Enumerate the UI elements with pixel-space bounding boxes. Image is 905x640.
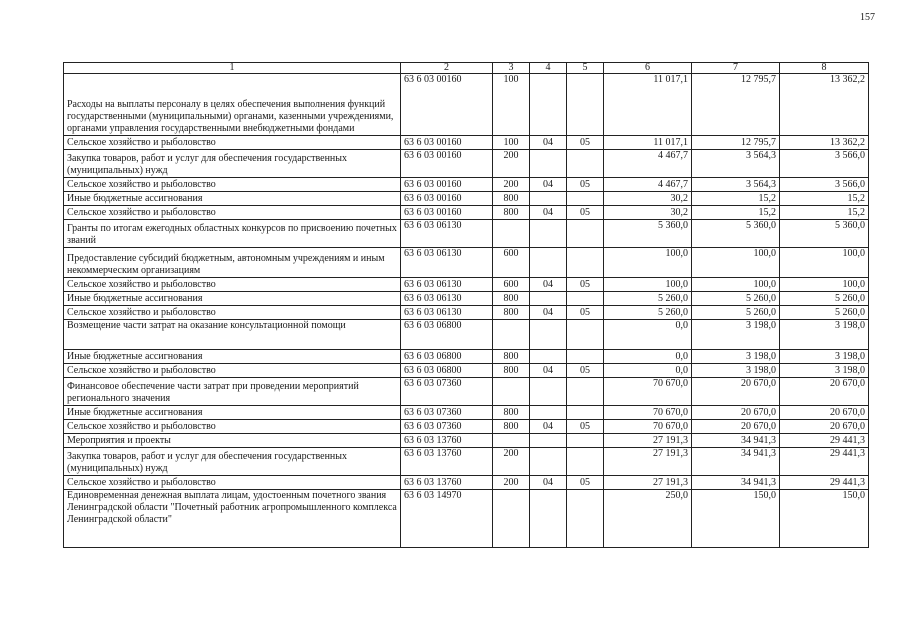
row-value-8: 3 566,0 <box>780 150 869 178</box>
row-code: 63 6 03 06130 <box>401 278 493 292</box>
row-code: 63 6 03 00160 <box>401 178 493 192</box>
row-value-7: 20 670,0 <box>692 406 780 420</box>
table-row <box>64 364 869 378</box>
table-row <box>64 448 869 476</box>
row-value-7: 100,0 <box>692 248 780 278</box>
row-name: Сельское хозяйство и рыболовство <box>64 364 401 378</box>
row-col5: 05 <box>567 420 604 434</box>
row-name: Возмещение части затрат на оказание консультационной помощи <box>64 320 401 350</box>
row-code: 63 6 03 06800 <box>401 320 493 350</box>
row-value-8: 13 362,2 <box>780 136 869 150</box>
row-col5 <box>567 150 604 178</box>
header-row <box>64 63 869 74</box>
row-col3: 200 <box>493 476 530 490</box>
row-col5: 05 <box>567 306 604 320</box>
row-col4: 04 <box>530 306 567 320</box>
row-value-8: 5 360,0 <box>780 220 869 248</box>
row-value-6: 0,0 <box>604 350 692 364</box>
row-value-6: 11 017,1 <box>604 136 692 150</box>
row-col4 <box>530 350 567 364</box>
row-value-8: 29 441,3 <box>780 434 869 448</box>
row-name: Сельское хозяйство и рыболовство <box>64 178 401 192</box>
row-col4 <box>530 490 567 548</box>
row-value-6: 27 191,3 <box>604 476 692 490</box>
row-value-8: 13 362,2 <box>780 74 869 136</box>
row-col3: 800 <box>493 420 530 434</box>
row-col5 <box>567 192 604 206</box>
table-row <box>64 476 869 490</box>
row-value-7: 34 941,3 <box>692 434 780 448</box>
row-value-7: 12 795,7 <box>692 74 780 136</box>
row-col5 <box>567 434 604 448</box>
table-row <box>64 206 869 220</box>
column-header: 4 <box>530 63 567 74</box>
row-value-6: 0,0 <box>604 320 692 350</box>
row-value-8: 29 441,3 <box>780 476 869 490</box>
row-value-8: 100,0 <box>780 248 869 278</box>
table-row <box>64 178 869 192</box>
row-value-7: 15,2 <box>692 192 780 206</box>
row-code: 63 6 03 06130 <box>401 248 493 278</box>
row-col3: 800 <box>493 292 530 306</box>
row-col4: 04 <box>530 476 567 490</box>
row-col5 <box>567 220 604 248</box>
row-value-7: 3 198,0 <box>692 350 780 364</box>
row-col3 <box>493 320 530 350</box>
row-code: 63 6 03 06130 <box>401 220 493 248</box>
row-value-7: 3 564,3 <box>692 178 780 192</box>
row-value-8: 20 670,0 <box>780 420 869 434</box>
row-col4 <box>530 248 567 278</box>
table-row <box>64 306 869 320</box>
row-name: Иные бюджетные ассигнования <box>64 406 401 420</box>
row-col4 <box>530 320 567 350</box>
table-row <box>64 350 869 364</box>
row-col3: 800 <box>493 406 530 420</box>
row-value-6: 70 670,0 <box>604 378 692 406</box>
row-value-8: 5 260,0 <box>780 306 869 320</box>
row-value-7: 12 795,7 <box>692 136 780 150</box>
row-name: Сельское хозяйство и рыболовство <box>64 420 401 434</box>
row-col4: 04 <box>530 136 567 150</box>
table-row <box>64 292 869 306</box>
column-header: 2 <box>401 63 493 74</box>
row-value-7: 3 198,0 <box>692 364 780 378</box>
row-col3: 200 <box>493 448 530 476</box>
row-col4 <box>530 406 567 420</box>
row-col3: 800 <box>493 350 530 364</box>
row-col5: 05 <box>567 364 604 378</box>
row-col4: 04 <box>530 420 567 434</box>
row-name: Закупка товаров, работ и услуг для обеспечения государственных (муниципальных) нужд <box>64 448 401 476</box>
row-value-6: 5 260,0 <box>604 292 692 306</box>
row-name: Иные бюджетные ассигнования <box>64 350 401 364</box>
row-col5 <box>567 292 604 306</box>
row-col3: 100 <box>493 136 530 150</box>
row-code: 63 6 03 00160 <box>401 74 493 136</box>
row-col3: 200 <box>493 150 530 178</box>
row-col3: 800 <box>493 192 530 206</box>
row-value-7: 15,2 <box>692 206 780 220</box>
row-value-7: 100,0 <box>692 278 780 292</box>
table-row <box>64 434 869 448</box>
column-header: 1 <box>64 63 401 74</box>
table-row <box>64 378 869 406</box>
row-code: 63 6 03 07360 <box>401 378 493 406</box>
row-value-6: 70 670,0 <box>604 406 692 420</box>
row-col5: 05 <box>567 178 604 192</box>
row-value-8: 100,0 <box>780 278 869 292</box>
row-code: 63 6 03 13760 <box>401 434 493 448</box>
table-row <box>64 136 869 150</box>
row-col3 <box>493 378 530 406</box>
table-row <box>64 406 869 420</box>
column-header: 5 <box>567 63 604 74</box>
row-col4 <box>530 434 567 448</box>
row-code: 63 6 03 00160 <box>401 136 493 150</box>
row-col4 <box>530 192 567 206</box>
table-row <box>64 320 869 350</box>
row-code: 63 6 03 13760 <box>401 448 493 476</box>
row-col3: 800 <box>493 206 530 220</box>
row-value-6: 4 467,7 <box>604 150 692 178</box>
row-code: 63 6 03 06130 <box>401 292 493 306</box>
row-code: 63 6 03 00160 <box>401 206 493 220</box>
row-col3: 800 <box>493 306 530 320</box>
row-value-7: 5 360,0 <box>692 220 780 248</box>
row-col5: 05 <box>567 206 604 220</box>
row-name: Расходы на выплаты персоналу в целях обеспечения выполнения функций государственными (муниципальными) органами, казенными учреждениями, органами управления государственными внебюджетными фондами <box>64 74 401 136</box>
row-value-8: 15,2 <box>780 206 869 220</box>
row-value-6: 11 017,1 <box>604 74 692 136</box>
row-col3 <box>493 434 530 448</box>
row-value-6: 0,0 <box>604 364 692 378</box>
row-code: 63 6 03 07360 <box>401 406 493 420</box>
row-value-7: 150,0 <box>692 490 780 548</box>
row-col4: 04 <box>530 178 567 192</box>
row-value-6: 100,0 <box>604 278 692 292</box>
row-col3 <box>493 490 530 548</box>
table-row <box>64 74 869 136</box>
column-header: 7 <box>692 63 780 74</box>
table-row <box>64 150 869 178</box>
row-col4: 04 <box>530 364 567 378</box>
row-col5: 05 <box>567 136 604 150</box>
row-value-8: 3 198,0 <box>780 320 869 350</box>
row-name: Предоставление субсидий бюджетным, автономным учреждениям и иным некоммерческим организациям <box>64 248 401 278</box>
row-col4 <box>530 74 567 136</box>
table-row <box>64 278 869 292</box>
column-header: 6 <box>604 63 692 74</box>
row-code: 63 6 03 00160 <box>401 150 493 178</box>
row-col3 <box>493 220 530 248</box>
table-row <box>64 490 869 548</box>
table-row <box>64 420 869 434</box>
row-col5 <box>567 248 604 278</box>
row-col4 <box>530 378 567 406</box>
row-name: Иные бюджетные ассигнования <box>64 292 401 306</box>
row-name: Единовременная денежная выплата лицам, удостоенным почетного звания Ленинградской области "Почетный работник агропромышленного комплекса Ленинградской области" <box>64 490 401 548</box>
row-name: Сельское хозяйство и рыболовство <box>64 278 401 292</box>
column-header: 3 <box>493 63 530 74</box>
row-col5 <box>567 378 604 406</box>
row-value-6: 27 191,3 <box>604 448 692 476</box>
row-value-8: 3 198,0 <box>780 364 869 378</box>
row-value-6: 100,0 <box>604 248 692 278</box>
row-value-6: 250,0 <box>604 490 692 548</box>
row-value-8: 20 670,0 <box>780 406 869 420</box>
row-col4: 04 <box>530 206 567 220</box>
row-name: Сельское хозяйство и рыболовство <box>64 136 401 150</box>
row-value-8: 5 260,0 <box>780 292 869 306</box>
table-row <box>64 192 869 206</box>
page-number: 157 <box>860 12 875 23</box>
row-code: 63 6 03 07360 <box>401 420 493 434</box>
row-value-7: 34 941,3 <box>692 476 780 490</box>
row-code: 63 6 03 14970 <box>401 490 493 548</box>
row-col4 <box>530 448 567 476</box>
row-col3: 100 <box>493 74 530 136</box>
row-value-7: 5 260,0 <box>692 306 780 320</box>
row-code: 63 6 03 13760 <box>401 476 493 490</box>
row-value-6: 30,2 <box>604 192 692 206</box>
row-col5: 05 <box>567 476 604 490</box>
row-value-6: 5 360,0 <box>604 220 692 248</box>
row-value-8: 3 566,0 <box>780 178 869 192</box>
row-name: Закупка товаров, работ и услуг для обеспечения государственных (муниципальных) нужд <box>64 150 401 178</box>
row-value-6: 27 191,3 <box>604 434 692 448</box>
row-col5 <box>567 490 604 548</box>
table-row <box>64 248 869 278</box>
row-col5: 05 <box>567 278 604 292</box>
row-value-7: 20 670,0 <box>692 420 780 434</box>
row-code: 63 6 03 06800 <box>401 350 493 364</box>
row-value-8: 15,2 <box>780 192 869 206</box>
row-value-7: 5 260,0 <box>692 292 780 306</box>
row-col5 <box>567 320 604 350</box>
row-value-6: 4 467,7 <box>604 178 692 192</box>
row-value-7: 20 670,0 <box>692 378 780 406</box>
row-col3: 200 <box>493 178 530 192</box>
row-name: Финансовое обеспечение части затрат при проведении мероприятий регионального значения <box>64 378 401 406</box>
row-col3: 800 <box>493 364 530 378</box>
row-col4 <box>530 220 567 248</box>
row-code: 63 6 03 06130 <box>401 306 493 320</box>
row-col4 <box>530 292 567 306</box>
row-name: Сельское хозяйство и рыболовство <box>64 306 401 320</box>
row-name: Иные бюджетные ассигнования <box>64 192 401 206</box>
row-col5 <box>567 406 604 420</box>
row-col3: 600 <box>493 248 530 278</box>
row-name: Сельское хозяйство и рыболовство <box>64 476 401 490</box>
row-name: Гранты по итогам ежегодных областных конкурсов по присвоению почетных званий <box>64 220 401 248</box>
row-col5 <box>567 74 604 136</box>
row-code: 63 6 03 00160 <box>401 192 493 206</box>
budget-table <box>63 62 869 548</box>
row-col3: 600 <box>493 278 530 292</box>
row-value-8: 20 670,0 <box>780 378 869 406</box>
row-col4: 04 <box>530 278 567 292</box>
row-value-8: 3 198,0 <box>780 350 869 364</box>
row-value-6: 30,2 <box>604 206 692 220</box>
row-col4 <box>530 150 567 178</box>
row-col5 <box>567 350 604 364</box>
row-col5 <box>567 448 604 476</box>
row-code: 63 6 03 06800 <box>401 364 493 378</box>
table-row <box>64 220 869 248</box>
row-value-7: 34 941,3 <box>692 448 780 476</box>
row-value-6: 5 260,0 <box>604 306 692 320</box>
row-value-6: 70 670,0 <box>604 420 692 434</box>
row-value-7: 3 198,0 <box>692 320 780 350</box>
row-value-7: 3 564,3 <box>692 150 780 178</box>
row-name: Сельское хозяйство и рыболовство <box>64 206 401 220</box>
row-name: Мероприятия и проекты <box>64 434 401 448</box>
row-value-8: 150,0 <box>780 490 869 548</box>
row-value-8: 29 441,3 <box>780 448 869 476</box>
column-header: 8 <box>780 63 869 74</box>
